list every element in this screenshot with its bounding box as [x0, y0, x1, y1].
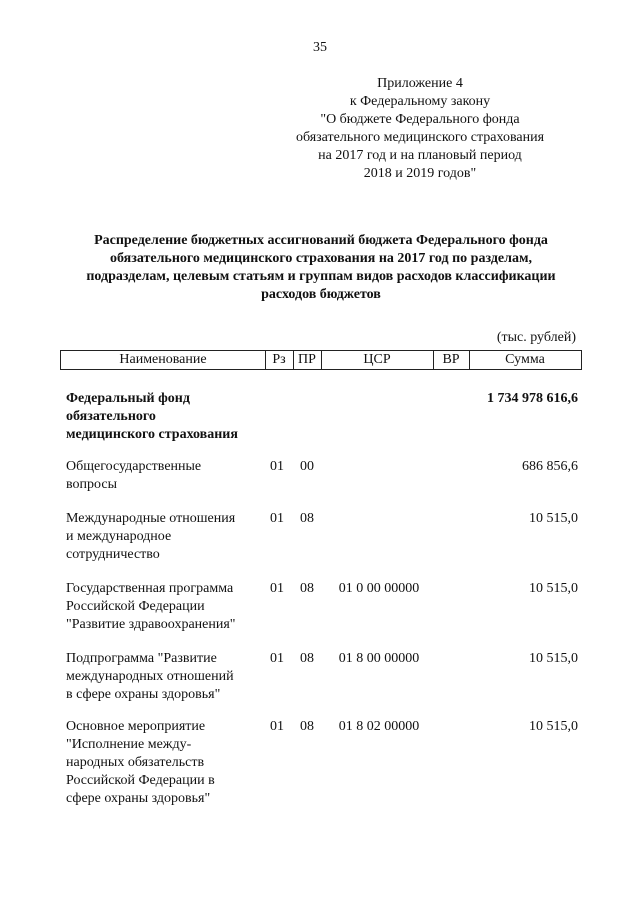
- row-rz: 01: [270, 459, 284, 474]
- row-name-line: сфере охраны здоровья": [66, 791, 211, 806]
- row-sum: 686 856,6: [522, 459, 578, 474]
- row-name-line: обязательного: [66, 409, 156, 424]
- row-name-line: "Развитие здравоохранения": [66, 617, 236, 632]
- row-rz: 01: [270, 581, 284, 596]
- row-pr: 08: [300, 581, 314, 596]
- title-line: Распределение бюджетных ассигнований бюджета Федерального фонда: [94, 233, 548, 248]
- page-number: 35: [313, 40, 327, 55]
- document-title: [62, 232, 580, 304]
- header-rz: Рз: [265, 351, 294, 369]
- row-name: [66, 510, 266, 564]
- row-sum: 10 515,0: [529, 581, 578, 596]
- units-label: (тыс. рублей): [496, 330, 576, 345]
- header-sum: Сумма: [505, 352, 545, 367]
- row-name-line: "Исполнение между-: [66, 737, 192, 752]
- row-pr: 08: [300, 719, 314, 734]
- header-csr: ЦСР: [321, 351, 434, 369]
- row-name-line: медицинского страхования: [66, 427, 238, 442]
- appendix-line: Приложение 4: [377, 76, 463, 91]
- row-name-line: Общегосударственные: [66, 459, 202, 474]
- row-csr: 01 8 00 00000: [338, 651, 420, 666]
- table-header: [60, 350, 582, 370]
- header-pr: ПР: [293, 351, 322, 369]
- row-sum: 10 515,0: [529, 651, 578, 666]
- row-rz: 01: [270, 651, 284, 666]
- title-line: подразделам, целевым статьям и группам видов расходов классификации: [86, 269, 556, 284]
- row-rz: 01: [270, 719, 284, 734]
- appendix-line: к Федеральному закону: [349, 94, 491, 109]
- row-pr: 08: [300, 511, 314, 526]
- title-line: обязательного медицинского страхования на 2017 год по разделам,: [109, 251, 533, 266]
- row-name-line: Подпрограмма "Развитие: [66, 651, 217, 666]
- row-name-line: Основное мероприятие: [66, 719, 206, 734]
- row-sum: 10 515,0: [529, 511, 578, 526]
- header-name: Наименование: [61, 351, 266, 369]
- row-name-line: международных отношений: [66, 669, 234, 684]
- row-csr: 01 0 00 00000: [338, 581, 420, 596]
- row-name: [66, 580, 266, 634]
- title-line: расходов бюджетов: [261, 287, 381, 302]
- row-name-line: народных обязательств: [66, 755, 205, 770]
- row-rz: 01: [270, 511, 284, 526]
- row-name-line: Федеральный фонд: [66, 391, 190, 406]
- row-name-line: Российской Федерации: [66, 599, 205, 614]
- row-name: [66, 458, 266, 494]
- appendix-line: обязательного медицинского страхования: [295, 130, 545, 145]
- row-pr: 00: [300, 459, 314, 474]
- appendix-line: "О бюджете Федерального фонда: [320, 112, 520, 127]
- row-name-line: сотрудничество: [66, 547, 160, 562]
- header-vr: ВР: [433, 351, 470, 369]
- row-name-line: вопросы: [66, 477, 117, 492]
- appendix-line: на 2017 год и на плановый период: [318, 148, 522, 163]
- appendix-heading: [290, 75, 550, 183]
- row-name: [66, 718, 266, 808]
- row-name-line: и международное: [66, 529, 172, 544]
- row-name-line: Государственная программа: [66, 581, 234, 596]
- row-sum: 1 734 978 616,6: [487, 391, 578, 406]
- row-csr: 01 8 02 00000: [338, 719, 420, 734]
- row-name-line: Международные отношения: [66, 511, 236, 526]
- row-pr: 08: [300, 651, 314, 666]
- row-sum: 10 515,0: [529, 719, 578, 734]
- row-name: [66, 390, 266, 444]
- row-name: [66, 650, 266, 704]
- row-name-line: в сфере охраны здоровья": [66, 687, 221, 702]
- appendix-line: 2018 и 2019 годов": [363, 166, 477, 181]
- row-name-line: Российской Федерации в: [66, 773, 215, 788]
